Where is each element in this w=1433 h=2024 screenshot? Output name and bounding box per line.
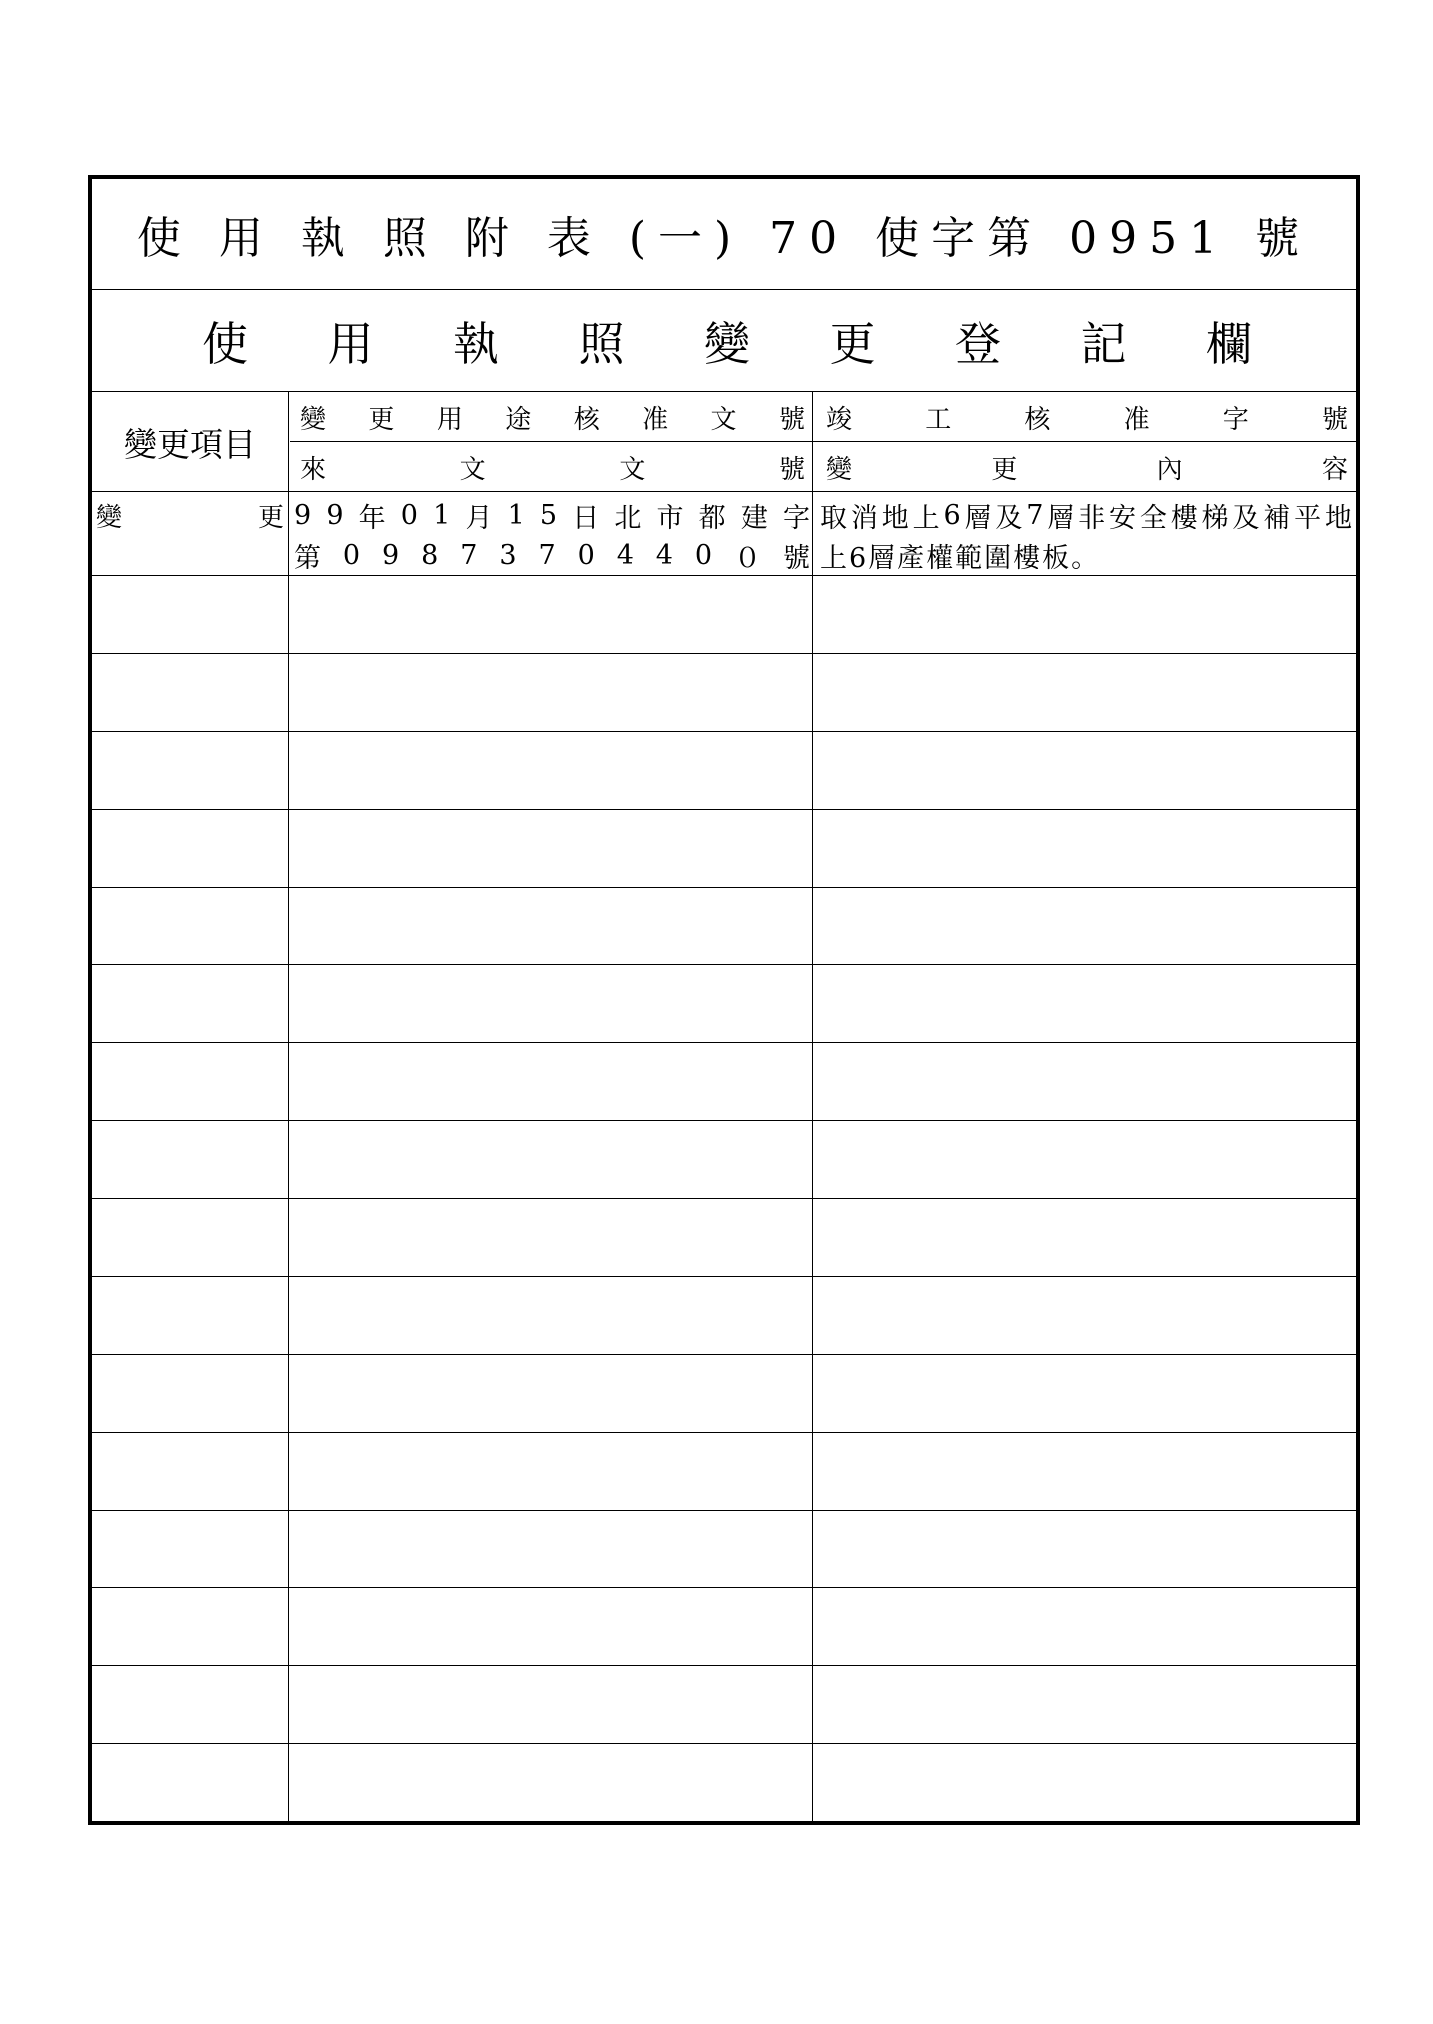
empty-row-divider [92, 1587, 1356, 1588]
row-item-label: 變 更 [96, 502, 284, 533]
header-change-item: 變 更 項 目 [124, 424, 256, 464]
form-subtitle: 使 用 執 照 變 更 登 記 欄 [202, 317, 1252, 371]
row-content-line-2: 上6層產權範圍樓板。 [820, 542, 1101, 574]
empty-row-divider [92, 1665, 1356, 1666]
empty-row-divider [92, 809, 1356, 810]
row-document-line-2: 第 0 9 8 7 3 7 0 4 4 0 ０ 號 [294, 539, 810, 574]
empty-row-divider [92, 887, 1356, 888]
empty-row-divider [92, 1120, 1356, 1121]
empty-row-divider [92, 1743, 1356, 1744]
form-title: 使 用 執 照 附 表 (一) 70 使字第 0951 號 [136, 213, 1312, 264]
header-change-content: 變 更 內 容 [826, 454, 1348, 485]
row-document-line-1: 9 9 年 0 1 月 1 5 日 北 市 都 建 字 [294, 499, 810, 534]
header-completion-number: 竣 工 核 准 字 號 [826, 404, 1348, 435]
empty-row-divider [92, 731, 1356, 732]
row-item [96, 495, 284, 535]
empty-row-divider [92, 1510, 1356, 1511]
license-form [88, 175, 1360, 1825]
empty-row-divider [92, 964, 1356, 965]
empty-row-divider [92, 1198, 1356, 1199]
header-incoming-document-number: 來 文 文 號 [300, 454, 805, 485]
header-approval-number: 變 更 用 途 核 准 文 號 [300, 404, 805, 435]
empty-row-divider [92, 1276, 1356, 1277]
empty-row-divider [92, 1354, 1356, 1355]
row-content-line-1: 取 消 地 上 6 層 及 7 層 非 安 全 樓 梯 及 補 平 地 [820, 499, 1352, 534]
empty-row-divider [92, 653, 1356, 654]
empty-row-divider [92, 1042, 1356, 1043]
empty-row-divider [92, 1432, 1356, 1433]
